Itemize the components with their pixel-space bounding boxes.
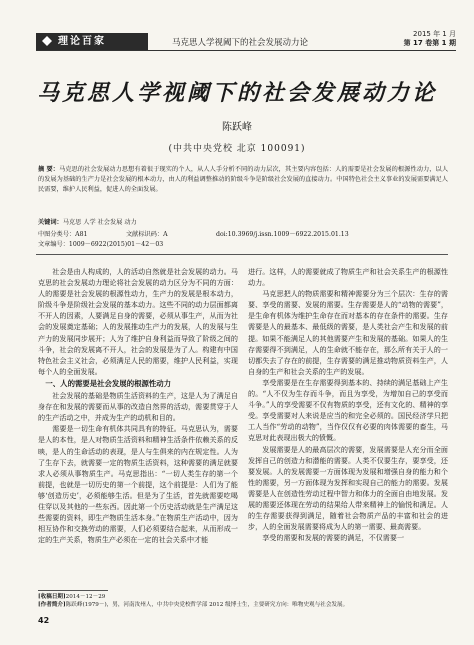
keywords-label: 关键词： [38, 219, 63, 226]
abstract-text: 马克思的社会发展动力思想有着很于现实的个人，从人人手分析不同的动力层次，其主要内容包括：人的需要是社会发展的根源性动力，以人的发展为基础的生产力是社会发展的根本动力，由人的利益调整推动的阶级斗争是阶级社会发展的直接动力。中国特色社会主义事业的发展需要满足人民需要，维护人民利益，促进人的全面发展。 [38, 166, 449, 193]
footnote-received [38, 593, 450, 601]
author-info: 陈跃峰(1979－)，男，河南汝州人，中共中央党校哲学部 2012 级博士生，主要研究方向：唯物史观与社会发展。 [65, 602, 349, 608]
running-title: 马克思人学视阈下的社会发展动力论 [172, 38, 309, 48]
author-info-label: [作者简介] [38, 602, 66, 608]
paragraph: 享受需要是在生存需要得到基本的、持续的满足基础上产生的。“人不仅为生存而斗争，而且为享受，为增加自己的享受而斗争。”人的享受需要不仅有物质的享受，还有文化的、精神的享受。享受需要对人来说是应当的和完全必须的。国民经济学只把工人当作“劳动的动物”，当作仅仅有必要的肉体需要的畜生，马克思对此表现出极大的愤慨。 [248, 377, 448, 443]
clc-number: 中图分类号：A81 [38, 231, 88, 238]
paragraph: 享受的需要和发展的需要的满足，不仅需要一 [262, 533, 405, 543]
article-author: 陈跃峰 [222, 122, 252, 133]
keywords-text: 马克思 人学 社会发展 动力 [62, 219, 137, 226]
column-tag-text: 理论百家 [58, 36, 106, 47]
header-rule [36, 50, 456, 51]
paragraph: 需要是一切生命有机体共同具有的特征。马克思认为，需要是人的本性，是人对物质生活资料和精神生活条件依赖关系的反映，是人的生命活动的表现，是人与生俱来的内在规定性。人为了生存下去，就需要一定的物质生活资料，这种需要的满足就要求人必须从事物质生产。马克思指出：“一切人类生存的第一个前提，也就是一切历史的第一个前提，这个前提是：人们为了能够‘创造历史’，必须能够生活。但是为了生活，首先就需要吃喝住穿以及其他的一些东西。因此第一个历史活动就是生产满足这些需要的资料，即生产物质生活本身。”在物质生产活动中，因为相互协作和交换劳动的需要，人们必须要结合起来，从而形成一定的生产关系，物质生产必须在一定的社会关系中才能 [38, 424, 238, 545]
issue-date: 2015 年 1 月 [413, 30, 456, 38]
article-number: 文章编号：1009－6922(2015)01－42－03 [38, 241, 164, 248]
issue-info [404, 30, 456, 48]
abstract [38, 165, 448, 195]
footnote-rule [38, 590, 108, 591]
section-heading: 一、人的需要是社会发展的根源性动力 [45, 378, 172, 388]
received-date: 2014－12－29 [65, 594, 106, 600]
footnote-author [38, 601, 450, 609]
abstract-label: 摘 要： [38, 166, 60, 173]
column-tag [36, 33, 148, 50]
page-number: 42 [38, 616, 50, 625]
doi: doi:10.3969/j.issn.1009－6922.2015.01.13 [216, 231, 349, 238]
paragraph: 社会是由人构成的，人的活动自然就是社会发展的动力。马克思的社会发展动力理论将社会发展的动力区分为不同的方面：人的需要是社会发展的根源性动力，生产力的发展是根本动力，阶级斗争是阶级社会发展的基本动力。这些不同的动力层面都离不开人的因素，人要满足自身的需要，必须从事生产，从而为社会的发展奠定基础；人的发展推动生产力的发展，人的发展与生产力的发展同步展开；人为了维护自身利益而导致了阶级之间的斗争，社会的发展离不开人，社会的发展是为了人。构建有中国特色社会主义社会，必须满足人民的需要，维护人民利益，实现每个人的全面发展。 [38, 267, 238, 376]
paragraph: 进行。这样，人的需要就成了物质生产和社会关系生产的根源性动力。 [248, 267, 448, 288]
diamond-icon [42, 36, 52, 46]
separator-rule [36, 254, 448, 255]
author-affiliation: (中共中央党校 北京 100091) [168, 144, 306, 154]
article-title: 马克思人学视阈下的社会发展动力论 [36, 80, 437, 106]
paragraph: 社会发展的基础是物质生活资料的生产，这是人为了满足自身存在和发展的需要而从事的改造自然界的活动，需要贯穿于人的生产活动之中，并成为生产的动机和目的。 [38, 391, 238, 423]
issue-volume: 第 17 卷第 1 期 [403, 39, 456, 47]
body-column-right [248, 266, 448, 543]
keywords [38, 218, 448, 228]
document-code: 文献标识码：A [126, 231, 168, 238]
body-column-left [38, 266, 238, 545]
received-label: [收稿日期] [38, 594, 66, 600]
paragraph: 马克思把人的物质需要和精神需要分为三个层次：生存的需要、享受的需要、发展的需要。生存需要是人的“动物的需要”，是生命有机体为维护生命存在而对基本的存在条件的需要。生存需要是人的最基本、最低级的需要，是人类社会产生和发展的前提。如果不能满足人的其他需要产生和发展的基础。如果人的生存需要得不到满足，人的生命就不能存在，那么所有关于人的一切都失去了存在的前提，生存需要的满足推动物质资料生产，人自身的生产和社会关系的生产的发展。 [248, 289, 448, 376]
paragraph: 发展需要是人的最高层次的需要，发展需要是人充分而全面发挥自己的创造力和潜能的需要。人类不仅要生存，要享受，还要发展。人的发展需要一方面体现为发展和增强自身的能力和个性的需要，另一方面体现为发挥和实现自己的能力的需要。发展需要是人在创造性劳动过程中智力和体力的全面自由地发展。发展的需要还体现在劳动的结果给人带来精神上的愉悦和满足。人的生存需要获得到满足，随着社会物质产品的丰富和社会的进步，人的全面发展需要将成为人的第一需要、最高需要。 [248, 444, 448, 532]
running-header [36, 30, 456, 51]
